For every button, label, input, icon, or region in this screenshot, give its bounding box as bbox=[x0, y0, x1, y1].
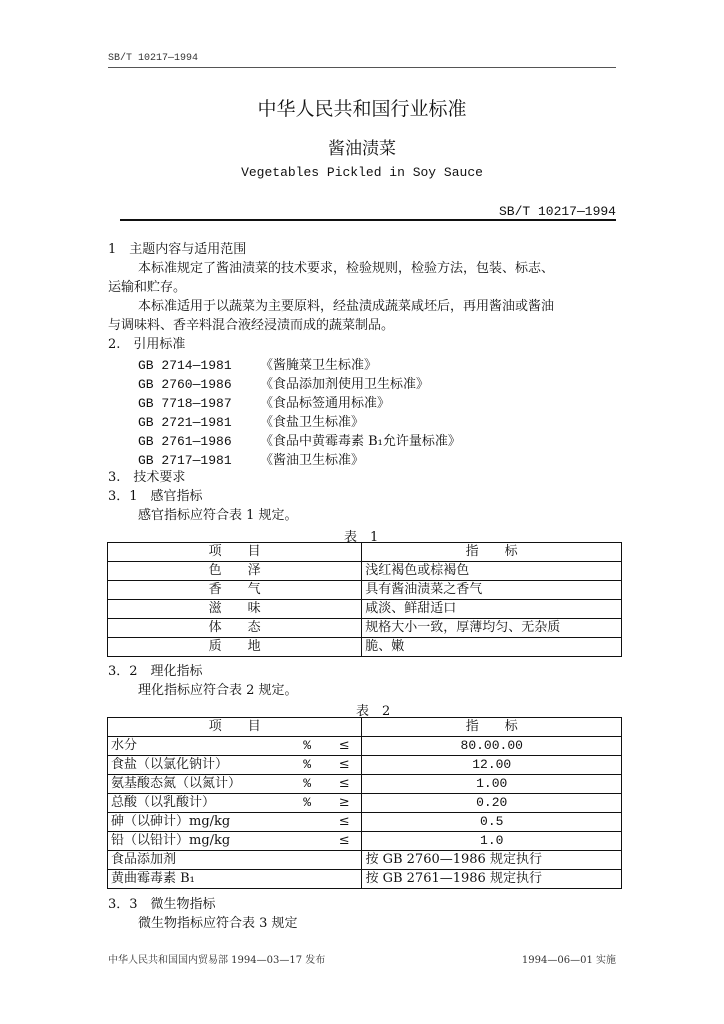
table-cell: 浅红褐色或棕褐色 bbox=[362, 562, 622, 581]
section-3-2-text: 理化指标应符合表 2 规定。 bbox=[138, 683, 298, 698]
title-rule bbox=[120, 219, 616, 221]
standard-english-title: Vegetables Pickled in Soy Sauce bbox=[241, 165, 483, 180]
table-cell-value: 0.5 bbox=[362, 813, 622, 832]
table-cell-operator: ≤ bbox=[327, 737, 362, 756]
table-cell-item: 砷（以砷计）mg/kg bbox=[108, 813, 288, 832]
table-cell-unit: % bbox=[287, 756, 327, 775]
section-2-heading: 2. 引用标准 bbox=[108, 337, 186, 352]
table-row bbox=[108, 794, 622, 813]
section-3-3-heading: 3．3 微生物指标 bbox=[108, 897, 216, 912]
publication-note: 中华人民共和国国内贸易部 1994—03—17 发布 bbox=[108, 955, 326, 966]
table-row bbox=[108, 581, 622, 600]
table-row bbox=[108, 851, 622, 870]
table-cell-value: 12.00 bbox=[362, 756, 622, 775]
reference-code: GB 2717—1981 bbox=[138, 453, 232, 468]
table-header-cell: 项 目 bbox=[108, 543, 362, 562]
section-1-heading: 1 主题内容与适用范围 bbox=[108, 242, 247, 257]
table-cell: 具有酱油渍菜之香气 bbox=[362, 581, 622, 600]
table-cell-value: 1.0 bbox=[362, 832, 622, 851]
reference-code: GB 2721—1981 bbox=[138, 415, 232, 430]
table-row bbox=[108, 638, 622, 657]
table-cell-operator: ≤ bbox=[327, 813, 362, 832]
reference-item bbox=[138, 449, 364, 468]
table-cell-value: 1.00 bbox=[362, 775, 622, 794]
table-cell: 香 气 bbox=[108, 581, 362, 600]
table-row bbox=[108, 600, 622, 619]
document-code-header: SB/T 10217—1994 bbox=[108, 53, 199, 64]
standard-category-title: 中华人民共和国行业标准 bbox=[257, 98, 467, 120]
table-header-row bbox=[108, 718, 622, 737]
table-row bbox=[108, 737, 622, 756]
table-cell-value: 0.20 bbox=[362, 794, 622, 813]
table-cell-value: 按 GB 2760—1986 规定执行 bbox=[362, 851, 622, 870]
table-header-cell: 指 标 bbox=[362, 718, 622, 737]
table-cell: 咸淡、鲜甜适口 bbox=[362, 600, 622, 619]
table-row bbox=[108, 832, 622, 851]
table-header-cell: 指 标 bbox=[362, 543, 622, 562]
table-cell-item: 食盐（以氯化钠计） bbox=[108, 756, 288, 775]
section-1-paragraph-1-line-1: 本标准规定了酱油渍菜的技术要求，检验规则，检验方法，包装、标志、 bbox=[138, 261, 555, 276]
section-1-paragraph-2-line-2: 与调味料、香辛料混合液经浸渍而成的蔬菜制品。 bbox=[108, 318, 395, 333]
reference-item bbox=[138, 392, 390, 411]
table-row bbox=[108, 775, 622, 794]
table-cell-unit bbox=[287, 813, 327, 832]
reference-title: 《食品标签通用标准》 bbox=[260, 396, 391, 411]
section-3-2-heading: 3．2 理化指标 bbox=[108, 664, 203, 679]
table-cell-unit: % bbox=[287, 737, 327, 756]
table-row bbox=[108, 619, 622, 638]
reference-title: 《酱油卫生标准》 bbox=[260, 453, 365, 468]
table-cell-item: 铅（以铅计）mg/kg bbox=[108, 832, 288, 851]
table-1 bbox=[107, 542, 622, 657]
table-header-row bbox=[108, 543, 622, 562]
standard-name-title: 酱油渍菜 bbox=[328, 139, 396, 159]
table-2-caption: 表 2 bbox=[356, 704, 391, 719]
table-cell-item: 总酸（以乳酸计） bbox=[108, 794, 288, 813]
standard-number: SB/T 10217—1994 bbox=[498, 204, 616, 219]
table-cell-unit: % bbox=[287, 794, 327, 813]
table-cell-value: 80.00.00 bbox=[362, 737, 622, 756]
table-row bbox=[108, 870, 622, 889]
section-1-paragraph-2-line-1: 本标准适用于以蔬菜为主要原料，经盐渍成蔬菜咸坯后，再用酱油或酱油 bbox=[138, 299, 555, 314]
table-cell: 滋 味 bbox=[108, 600, 362, 619]
table-cell-unit bbox=[287, 832, 327, 851]
reference-code: GB 7718—1987 bbox=[138, 396, 232, 411]
table-cell-operator: ≤ bbox=[327, 832, 362, 851]
reference-item bbox=[138, 430, 461, 449]
reference-item bbox=[138, 354, 377, 373]
reference-title: 《食盐卫生标准》 bbox=[260, 415, 365, 430]
table-cell: 色 泽 bbox=[108, 562, 362, 581]
reference-code: GB 2760—1986 bbox=[138, 377, 232, 392]
reference-title: 《食品添加剂使用卫生标准》 bbox=[260, 377, 430, 392]
table-cell: 体 态 bbox=[108, 619, 362, 638]
table-cell-operator: ≥ bbox=[327, 794, 362, 813]
reference-item bbox=[138, 411, 364, 430]
table-cell-item: 氨基酸态氮（以氮计） bbox=[108, 775, 288, 794]
table-header-cell: 项 目 bbox=[108, 718, 362, 737]
table-row bbox=[108, 813, 622, 832]
table-cell: 脆、嫩 bbox=[362, 638, 622, 657]
table-row bbox=[108, 562, 622, 581]
table-cell-item: 水分 bbox=[108, 737, 288, 756]
table-cell-operator: ≤ bbox=[327, 756, 362, 775]
table-cell-item: 黄曲霉毒素 B₁ bbox=[108, 870, 362, 889]
reference-code: GB 2714—1981 bbox=[138, 358, 232, 373]
reference-item bbox=[138, 373, 429, 392]
table-cell-item: 食品添加剂 bbox=[108, 851, 362, 870]
section-3-1-heading: 3．1 感官指标 bbox=[108, 489, 203, 504]
table-1-caption: 表 1 bbox=[344, 530, 379, 545]
table-cell: 质 地 bbox=[108, 638, 362, 657]
section-3-3-text: 微生物指标应符合表 3 规定 bbox=[138, 916, 298, 931]
section-3-1-text: 感官指标应符合表 1 规定。 bbox=[138, 508, 298, 523]
reference-title: 《食品中黄霉毒素 B₁允许量标准》 bbox=[260, 434, 461, 449]
table-2 bbox=[107, 717, 622, 889]
header-rule bbox=[108, 67, 616, 68]
reference-title: 《酱腌菜卫生标准》 bbox=[260, 358, 378, 373]
section-1-paragraph-1-line-2: 运输和贮存。 bbox=[108, 280, 187, 295]
section-3-heading: 3. 技术要求 bbox=[108, 470, 186, 485]
reference-code: GB 2761—1986 bbox=[138, 434, 232, 449]
table-row bbox=[108, 756, 622, 775]
table-cell-unit: % bbox=[287, 775, 327, 794]
table-cell-value: 按 GB 2761—1986 规定执行 bbox=[362, 870, 622, 889]
implementation-date: 1994—06—01 实施 bbox=[521, 955, 616, 966]
table-cell-operator: ≤ bbox=[327, 775, 362, 794]
table-cell: 规格大小一致，厚薄均匀、无杂质 bbox=[362, 619, 622, 638]
